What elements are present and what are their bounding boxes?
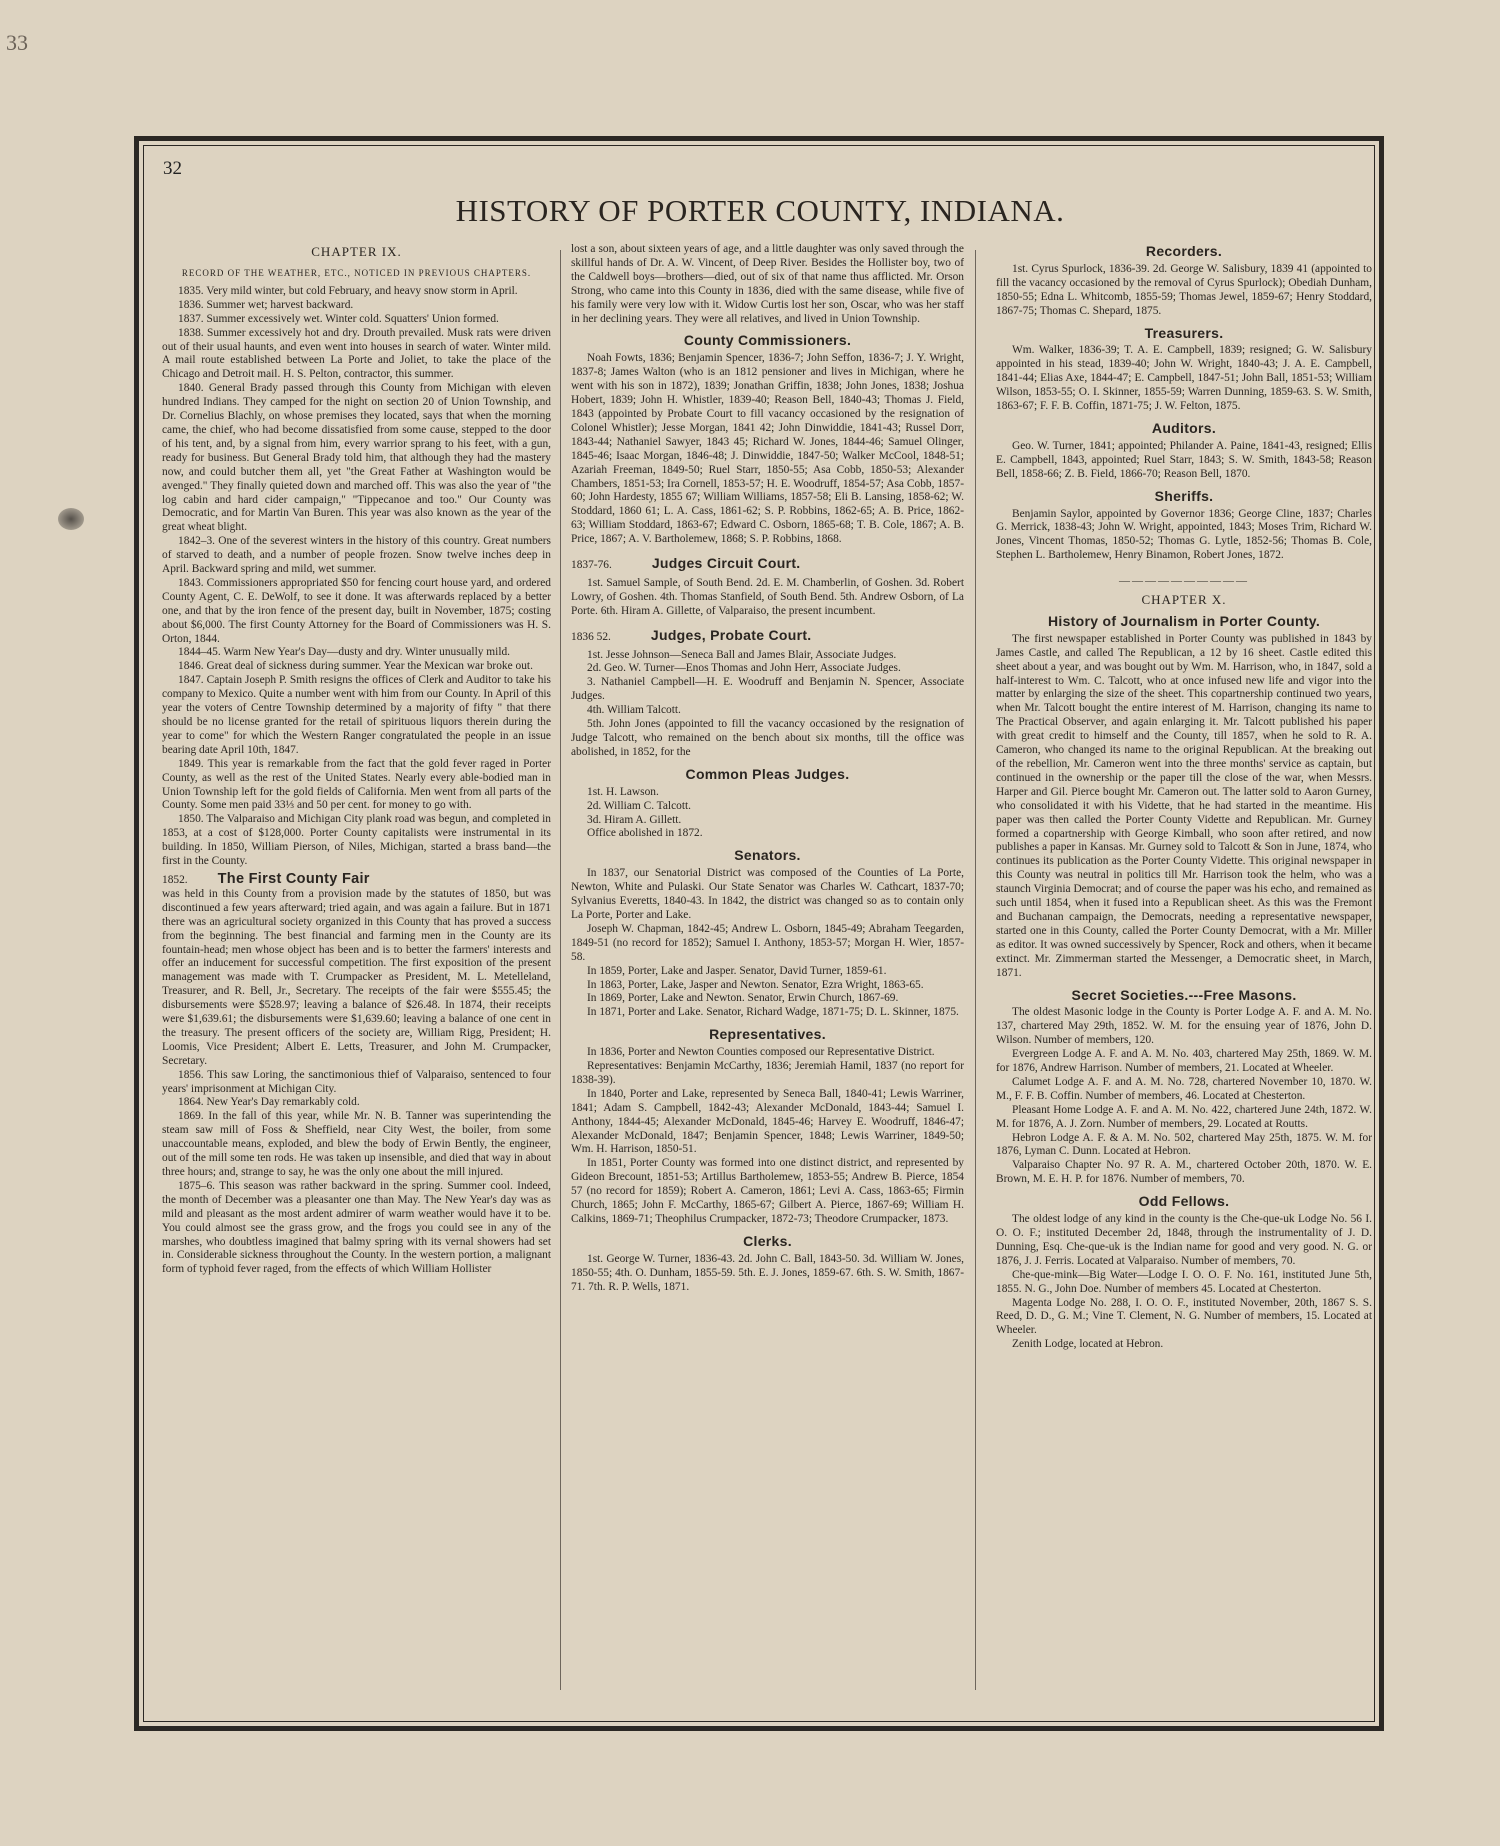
continued-paragraph: lost a son, about sixteen years of age, and a little daughter was only saved through the skillful hands of Dr. A. W. Vincent, of Deep River. Besides the Hollister boy, two of the Caldwell boys—brothers—died, out of six of that name thus afflicted. Mr. Orson Strong, who came into this County in 1836, died with the same disease, while five of his family were very low with it. Widow Curtis lost her son, Oscar, who was her staff in her declining years. They were all relatives, and lived in Union Township. <box>571 243 964 325</box>
section-heading-common-pleas: Common Pleas Judges. <box>685 765 850 782</box>
commissioners-text: Noah Fowts, 1836; Benjamin Spencer, 1836-7; John Seffon, 1836-7; J. Y. Wright, 1837-8; James Walton (who is an 1812 pensioner and lives in Michigan, where he went with his son in 1872), 1839; Jonathan Griffin, 1838; John Jones, 1838; Joshua Hobert, 1839; John H. Whistler, 1839-40; Reason Bell, 1840-43; Thomas J. Field, 1843 (appointed by Probate Court to fill vacancy occasioned by the resignation of Colonel Whistler); Jesse Morgan, 1841 42; John Dinwiddie, 1841-43; Russel Dorr, 1843-44; Nathaniel Sawyer, 1843 45; Richard W. Jones, 1844-46; Samuel Olinger, 1845-46; Isaac Morgan, 1846-48; J. Dinwiddie, 1847-50; Walker McCool, 1848-51; Azariah Freeman, 1849-50; Ruel Starr, 1850-55; Asa Cobb, 1850-53; Alexander Chambers, 1851-53; Ira Cornell, 1853-57; H. E. Woodruff, 1854-57; Asa Cobb, 1857-60; John Hardesty, 1855 67; William Williams, 1857-58; Eli B. Lansing, 1858-62; W. Stoddard, 1860 61; L. A. Cass, 1861-62; S. P. Robbins, 1862-65; A. B. Price, 1862-63; William Stoddard, 1863-67; Edward C. Osborn, 1865-68; T. B. Cole, 1867; A. B. Price, 1867; A. V. Bartholemew, 1868; S. P. Robbins, 1868. <box>571 352 964 546</box>
masons-line: Hebron Lodge A. F. & A. M. No. 502, chartered May 25th, 1875. W. M. for 1876, Lyman C. Dunn. Located at Hebron. <box>996 1131 1372 1158</box>
section-heading-circuit-court: Judges Circuit Court. <box>651 555 801 572</box>
weather-paragraph: 1869. In the fall of this year, while Mr. N. B. Tanner was superintending the steam saw mill of Foss & Sheffield, near City West, the boiler, from some unaccountable means, exploded, and blew the body of Erwin Bently, the engineer, out of the mill some ten rods. He was taken up insensible, and died that way in about three hours; and, strange to say, he was the only one about the mill injured. <box>162 1110 551 1178</box>
ink-stain <box>58 508 84 530</box>
oddfellows-line: Zenith Lodge, located at Hebron. <box>1012 1338 1164 1351</box>
weather-paragraph: 1844–45. Warm New Year's Day—dusty and dry. Winter unusually mild. <box>178 646 511 659</box>
oddfellows-line: Magenta Lodge No. 288, I. O. O. F., instituted November, 20th, 1867 S. S. Reed, D. D., G. M.; Vine T. Clement, N. G. Number of members, 15. Located at Wheeler. <box>996 1296 1372 1337</box>
weather-paragraph: 1875–6. This season was rather backward in the spring. Summer cool. Indeed, the month of December was a pleasanter one than May. The New Year's day was as mild and pleasant as the most ardent admirer of warm weather would have it to be. You could almost see the grass grow, and the frogs you could see in any of the marshes, who doubtless imagined that balmy spring with its vernal showers had set in. Considerable sickness throughout the County. In the western portion, a malignant form of typhoid fever raged, from the effects of which William Hollister <box>162 1179 551 1276</box>
section-heading-representatives: Representatives. <box>709 1026 826 1043</box>
oddfellows-line: Che-que-mink—Big Water—Lodge I. O. O. F. No. 161, instituted June 5th, 1855. N. G., John Doe. Number of members 45. Located at Chesterton. <box>996 1268 1372 1295</box>
weather-paragraph: 1837. Summer excessively wet. Winter cold. Squatters' Union formed. <box>178 312 499 325</box>
section-heading-probate-court: Judges, Probate Court. <box>650 626 812 643</box>
probate-line: 5th. John Jones (appointed to fill the vacancy occasioned by the resignation of Judge Talcott, who remained on the bench about six months, till the office was abolished, in 1852, for the <box>571 718 964 758</box>
chapter-heading: CHAPTER IX. <box>311 244 402 259</box>
weather-paragraph: 1864. New Year's Day remarkably cold. <box>178 1096 360 1109</box>
corner-mark: 33 <box>6 30 28 55</box>
fair-year: 1852. <box>162 873 188 886</box>
pleas-line: 2d. William C. Talcott. <box>587 799 691 812</box>
journalism-text: The first newspaper established in Porter County was published in 1843 by James Castle, and called The Republican, a 12 by 16 sheet. Castle edited this sheet about a year, and was bought out by Wm. M. Harrison, who, in 1847, sold a half-interest to Wm. C. Talcott, who at once infused new life and vigor into the matter by enlarging the size of the sheet. This copartnership continued two years, when Mr. Talcott bought the entire interest of M. Harrison, changing its name to The Practical Observer, and again enlarging it. Mr. Talcott published his paper with great credit to himself and the County, till 1857, when he sold to R. A. Cameron, who changed its name to the original Republican. At the breaking out of the rebellion, Mr. Cameron went into the three months' service as captain, but continued in the ownership or the paper till the close of the war, when Messrs. Harper and Gil. Pierce bought Mr. Cameron out. The latter sold to Aaron Gurney, who consolidated it with his Vidette, that he had started in the meantime. His paper was then called the Porter County Vidette and Republican. Mr. Gurney formed a copartnership with George Kimball, who soon after retired, and now publishes a paper in Kansas. Mr. Gurney sold to Talcott & Son in June, 1874, who continues its publication as the Porter County Vidette. This original newspaper in this County was neutral in politics till Mr. Harrison took the helm, who was a staunch Virginia Democrat; and of course the paper was his echo, and remained as such until 1854, when it fused into a Republican sheet. As this was the Fremont and Buchanan campaign, the Democrats, needing a representative newspaper, started one in this County, called the Porter County Democrat, with a Mr. Miller as editor. It was owned successively by Spencer, Rock and others, when it became extinct. Mr. Zimmerman started the Messenger, a Democratic sheet, in March, 1871. <box>996 632 1372 979</box>
section-heading-senators: Senators. <box>734 847 801 864</box>
clerks-text: 1st. George W. Turner, 1836-43. 2d. John C. Ball, 1843-50. 3d. William W. Jones, 1850-55; 4th. O. Dunham, 1855-59. 5th. E. J. Jones, 1859-67. 6th. S. W. Smith, 1867-71. 7th. R. P. Wells, 1871. <box>571 1252 964 1293</box>
masons-line: Evergreen Lodge A. F. and A. M. No. 403, chartered May 25th, 1869. W. M. for 1876, Andrew Harrison. Number of members, 21. Located at Wheeler. <box>996 1048 1372 1075</box>
probate-line: 2d. Geo. W. Turner—Enos Thomas and John Herr, Associate Judges. <box>587 662 901 675</box>
section-heading-journalism: History of Journalism in Porter County. <box>1047 612 1321 629</box>
sheriffs-text: Benjamin Saylor, appointed by Governor 1836; George Cline, 1837; Charles G. Merrick, 1838-43; John W. Wright, appointed, 1843; Moses Trim, Richard W. Jones, Vincent Thomas, 1850-52; Thomas G. Lytle, 1852-56; Thomas B. Cole, Stephen L. Bartholemew, Henry Binamon, Robert Jones, 1872. <box>996 507 1372 562</box>
chapter-heading: CHAPTER X. <box>1141 592 1227 608</box>
column-rule-left <box>560 250 561 1690</box>
oddfellows-line: The oldest lodge of any kind in the county is the Che-que-uk Lodge No. 56 I. O. O. F.; instituted December 2d, 1848, through the instrumentality of J. D. Dunning, Esq. Che-que-uk is the Indian name for good and very good. N. G. or 1876, J. J. Ferris. Located at Valparaiso. Number of members, 70. <box>996 1213 1372 1267</box>
treasurers-text: Wm. Walker, 1836-39; T. A. E. Campbell, 1839; resigned; G. W. Salisbury appointed in his stead, 1839-40; John W. Wright, 1840-43; J. A. E. Campbell, 1841-44; Elias Axe, 1844-47; E. Campbell, 1847-51; John Ball, 1851-53; William Wilson, 1853-55; O. I. Skinner, 1855-59; Warren Dunning, 1859-63. S. W. Smith, 1863-67; F. F. B. Coffin, 1871-75; J. W. Felton, 1875. <box>996 344 1372 413</box>
senators-line: Joseph W. Chapman, 1842-45; Andrew L. Osborn, 1845-49; Abraham Teegarden, 1849-51 (no record for 1852); Samuel I. Anthony, 1853-57; Morgan H. Wier, 1857-58. <box>571 922 964 963</box>
reps-line: Representatives: Benjamin McCarthy, 1836; Jeremiah Hamil, 1837 (no report for 1838-39). <box>571 1060 964 1086</box>
column-right <box>996 243 1372 1693</box>
senators-line: In 1863, Porter, Lake, Jasper and Newton. Senator, Ezra Wright, 1863-65. <box>587 978 924 991</box>
circuit-text: 1st. Samuel Sample, of South Bend. 2d. E. M. Chamberlin, of Goshen. 3d. Robert Lowry, of Goshen. 4th. Thomas Stanfield, of South Bend. 5th. Andrew Osborn, of La Porte. 6th. Hiram A. Gillette, of Valparaiso, the present incumbent. <box>571 576 964 617</box>
section-heading-treasurers: Treasurers. <box>1144 324 1224 341</box>
weather-paragraph: 1849. This year is remarkable from the fact that the gold fever raged in Porter County, as well as the rest of the United States. Nearly every able-bodied man in Union Township left for the gold fields of California. Men went from all parts of the County. Some men paid 33⅓ and 50 per cent. for money to go with. <box>162 757 551 812</box>
weather-paragraph: 1840. General Brady passed through this County from Michigan with eleven hundred Indians. They camped for the night on section 20 of Union Township, and Dr. Cornelius Blachly, on whose premises they located, says that when the morning came, the chief, who had become dissatisfied from some cause, stepped to the door of his tent, and, by a signal from him, every warrior sprang to his feet, with a gun, ready for business. But General Brady told him, that although they had the mastery now, and could butcher them all, yet "the Great Father at Washington would be avenged." They finally quieted down and marched off. This was also the year of "the log cabin and hard cider campaign," "Tippecanoe and too." Our County was Democratic, and for Martin Van Buren. This year was also known as the year of the great wheat blight. <box>162 382 551 534</box>
circuit-years: 1837-76. <box>571 559 612 572</box>
pleas-line: Office abolished in 1872. <box>587 827 703 840</box>
weather-paragraph: 1836. Summer wet; harvest backward. <box>178 298 354 311</box>
masons-line: Valparaiso Chapter No. 97 R. A. M., chartered October 20th, 1870. W. E. Brown, M. E. H. P. for 1876. Number of members, 70. <box>996 1159 1372 1186</box>
reps-line: In 1836, Porter and Newton Counties composed our Representative District. <box>587 1046 935 1059</box>
masons-line: Calumet Lodge A. F. and A. M. No. 728, chartered November 10, 1870. W. M., F. F. B. Coffin. Number of members, 46. Located at Chesterton. <box>996 1075 1372 1102</box>
weather-paragraph: 1846. Great deal of sickness during summer. Year the Mexican war broke out. <box>178 660 533 673</box>
senators-line: In 1859, Porter, Lake and Jasper. Senator, David Turner, 1859-61. <box>587 964 887 977</box>
fair-heading-line <box>162 870 551 888</box>
section-heading-odd-fellows: Odd Fellows. <box>1138 1193 1230 1210</box>
probate-line: 3. Nathaniel Campbell—H. E. Woodruff and Benjamin N. Spencer, Associate Judges. <box>571 676 964 703</box>
column-middle <box>571 243 964 1693</box>
section-heading-auditors: Auditors. <box>1151 419 1217 436</box>
weather-paragraph: 1843. Commissioners appropriated $50 for fencing court house yard, and ordered County Agent, C. E. DeWolf, to see it done. It was afterwards replaced by a better one, and that by the iron fence of the present day, built in November, 1875; costing about $6,000. The first County Attorney for the Board of Commissioners was H. S. Orton, 1844. <box>162 576 551 645</box>
page-title: HISTORY OF PORTER COUNTY, INDIANA. <box>455 193 1065 228</box>
probate-heading-line <box>571 626 964 645</box>
section-heading-clerks: Clerks. <box>743 1232 792 1249</box>
pleas-line: 1st. H. Lawson. <box>587 785 659 798</box>
page-number: 32 <box>163 158 182 179</box>
column-left <box>162 243 551 1693</box>
probate-line: 1st. Jesse Johnson—Seneca Ball and James Blair, Associate Judges. <box>587 648 897 661</box>
section-heading-sheriffs: Sheriffs. <box>1154 487 1214 504</box>
column-rule-right <box>975 250 976 1690</box>
weather-paragraph: 1838. Summer excessively hot and dry. Drouth prevailed. Musk rats were driven out of their usual haunts, and even went into houses in search of water. Winter mild. A mail route established between La Porte and Joliet, to take the place of the Chicago and Detroit mail. H. S. Pelton, contractor, this summer. <box>162 326 551 381</box>
section-heading-masons: Secret Societies.---Free Masons. <box>1071 986 1297 1003</box>
reps-line: In 1851, Porter County was formed into one distinct district, and represented by Gideon Brecount, 1851-53; Artillus Bartholemew, 1853-55; Andrew B. Pierce, 1854 57 (no record for 1859); Robert A. Cameron, 1861; Levi A. Cass, 1863-65; Firmin Church, 1865; John F. McCarthy, 1865-67; Gilbert A. Pierce, 1867-69; William H. Calkins, 1869-71; Theophilus Crumpacker, 1872-73; Theodore Crumpacker, 1873. <box>571 1157 964 1225</box>
ornamental-divider: ―――――――――― <box>1119 575 1249 588</box>
weather-paragraph: 1847. Captain Joseph P. Smith resigns the offices of Clerk and Auditor to take his company to Mexico. Quite a number went with him from our County. In April of this year the voters of Centre Township determined by a majority of fifty " that there should be no license granted for the retail of spirituous liquors therein during the year to come" for which the Western Ranger congratulated the people in an issue bearing date April 10th, 1847. <box>162 674 551 756</box>
senators-line: In 1869, Porter, Lake and Newton. Senator, Erwin Church, 1867-69. <box>587 992 899 1005</box>
section-heading-county-fair: The First County Fair <box>217 870 370 887</box>
senators-line: In 1837, our Senatorial District was composed of the Counties of La Porte, Newton, White and Pulaski. Our State Senator was Charles W. Cathcart, 1837-70; Sylvanius Everetts, 1840-43. In 1842, the district was changed so as to contain only La Porte, Porter and Lake. <box>571 867 964 921</box>
weather-paragraph: 1850. The Valparaiso and Michigan City plank road was begun, and completed in 1853, at a cost of $128,000. Porter County capitalists were instrumental in its building. In 1850, William Pierson, of Niles, Michigan, started a brass band—the first in the County. <box>162 813 551 868</box>
chapter-subtitle: RECORD OF THE WEATHER, ETC., NOTICED IN PREVIOUS CHAPTERS. <box>181 267 532 278</box>
probate-line: 4th. William Talcott. <box>587 704 681 717</box>
recorders-text: 1st. Cyrus Spurlock, 1836-39. 2d. George W. Salisbury, 1839 41 (appointed to fill the vacancy occasioned by the removal of Cyrus Spurlock); Obediah Dunham, 1850-55; Edna L. Whitcomb, 1855-59; Thomas Jewel, 1859-67; Henry Stoddard, 1867-75; Thomas C. Shepard, 1875. <box>996 262 1372 317</box>
section-heading-commissioners: County Commissioners. <box>683 332 852 349</box>
reps-line: In 1840, Porter and Lake, represented by Seneca Ball, 1840-41; Lewis Warriner, 1841; Adam S. Campbell, 1842-43; Alexander McDonald, 1843-44; Samuel I. Anthony, 1844-45; Alexander McDonald, 1845-46; Harvey E. Woodruff, 1846-47; Alexander McDonald, 1847; Benjamin Spencer, 1848; Lewis Warriner, 1849-50; Wm. H. Harrison, 1850-51. <box>571 1087 964 1156</box>
weather-paragraph: 1835. Very mild winter, but cold February, and heavy snow storm in April. <box>178 284 518 297</box>
senators-line: In 1871, Porter and Lake. Senator, Richard Wadge, 1871-75; D. L. Skinner, 1875. <box>587 1006 959 1019</box>
section-heading-recorders: Recorders. <box>1145 243 1223 259</box>
weather-paragraph: 1842–3. One of the severest winters in the history of this country. Great numbers of starved to death, and a number of people frozen. Snow twelve inches deep in April. Backward spring and mild, wet summer. <box>162 535 551 576</box>
weather-paragraph: 1856. This saw Loring, the sanctimonious thief of Valparaiso, sentenced to four years' imprisonment at Michigan City. <box>162 1068 551 1095</box>
masons-line: Pleasant Home Lodge A. F. and A. M. No. 422, chartered June 24th, 1872. W. M. for 1876, A. J. Zorn. Number of members, 29. Located at Routts. <box>996 1103 1372 1130</box>
pleas-line: 3d. Hiram A. Gillett. <box>587 813 682 826</box>
probate-years: 1836 52. <box>571 630 611 643</box>
fair-paragraph: was held in this County from a provision made by the statutes of 1850, but was discontinued a few years afterward; tried again, and was again a failure. But in 1871 there was an agricultural society organized in this County that has proved a success from the beginning. The best financial and farming men in the County are its fountain-head; men whose object has been and is to better the farmers' interests and offer an inducement for successful competition. The first exposition of the present management was made with T. Crumpacker as President, M. L. Metelleland, Treasurer, and R. Bell, Jr., Secretary. The receipts of the fair were $555.45; the disbursements were $528.97; leaving a balance of $26.48. In 1874, their receipts were $1,639.61; the disbursements were $1,639.60; leaving a balance of one cent in the treasury. The present officers of the society are, William Rigg, President; H. Loomis, Vice President; Albert E. Letts, Treasurer, and John M. Crumpacker, Secretary. <box>162 887 551 1067</box>
auditors-text: Geo. W. Turner, 1841; appointed; Philander A. Paine, 1841-43, resigned; Ellis E. Campbell, 1843, appointed; Ruel Starr, 1843; S. W. Smith, 1843-58; Reason Bell, 1858-66; Z. B. Field, 1866-70; Reason Bell, 1870. <box>996 439 1372 480</box>
circuit-heading-line <box>571 557 964 573</box>
masons-line: The oldest Masonic lodge in the County is Porter Lodge A. F. and A. M. No. 137, chartered May 29th, 1852. W. M. for the ensuing year of 1876, John D. Wilson. Number of members, 120. <box>996 1006 1372 1047</box>
